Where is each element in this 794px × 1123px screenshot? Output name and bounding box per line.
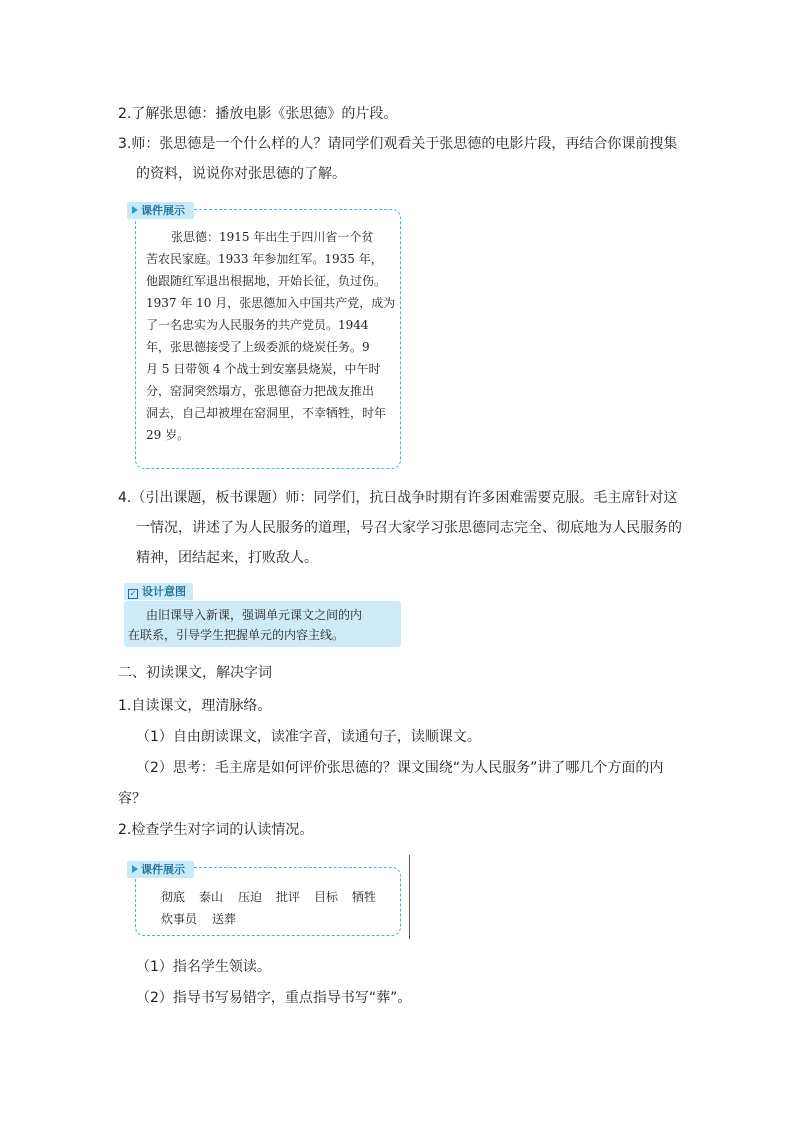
check-icon: ✓ xyxy=(129,589,137,598)
word: 目标 xyxy=(314,890,339,904)
cw1-line: 年，张思德接受了上级委派的烧炭任务。9 xyxy=(146,340,370,354)
step-4-cont: 一情况，讲述了为人民服务的道理，号召大家学习张思德同志完全、彻底地为人民服务的 xyxy=(136,520,682,536)
play-icon xyxy=(132,206,138,214)
step-2: 2.了解张思德：播放电影《张思德》的片段。 xyxy=(118,106,398,122)
cw1-line: 分，窑洞突然塌方，张思德奋力把战友推出 xyxy=(146,384,375,398)
sub-step: （1）指名学生领读。 xyxy=(136,959,271,975)
step-3-cont: 的资料，说说你对张思德的了解。 xyxy=(136,166,346,182)
courseware-tag-label: 课件展示 xyxy=(141,863,185,876)
cw1-line: 月 5 日带领 4 个战士到安塞县烧炭，中午时 xyxy=(146,362,381,376)
divider xyxy=(409,855,410,939)
word: 牺牲 xyxy=(352,890,377,904)
play-icon xyxy=(132,865,138,873)
design-tag-label: 设计意图 xyxy=(142,585,186,598)
step-4: 4.（引出课题，板书课题）师：同学们，抗日战争时期有许多困难需要克服。毛主席针对这 xyxy=(118,490,678,506)
step-2b: 2.检查学生对字词的认读情况。 xyxy=(118,822,314,838)
sub-step: （2）指导书写易错字，重点指导书写“葬”。 xyxy=(136,990,412,1006)
cw1-line: 他跟随红军退出根据地，开始长征，负过伤。 xyxy=(146,274,387,288)
word: 批评 xyxy=(276,890,301,904)
cw1-line: 29 岁。 xyxy=(146,428,190,442)
cw1-line: 苦农民家庭。1933 年参加红军。1935 年， xyxy=(146,252,383,266)
step-3: 3.师：张思德是一个什么样的人？请同学们观看关于张思德的电影片段，再结合你课前搜集 xyxy=(118,136,678,152)
sub-step: （2）思考：毛主席是如何评价张思德的？课文围绕“为人民服务”讲了哪几个方面的内 xyxy=(136,760,664,776)
design-intent-tag xyxy=(124,583,193,600)
word: 送葬 xyxy=(212,912,237,926)
sub-step: （1）自由朗读课文，读准字音，读通句子，读顺课文。 xyxy=(136,729,481,745)
word: 压迫 xyxy=(238,890,263,904)
section-title: 二、初读课文，解决字词 xyxy=(118,665,272,681)
courseware-tag-1 xyxy=(127,202,194,219)
cw1-line: 张思德：1915 年出生于四川省一个贫 xyxy=(171,230,374,244)
cw1-line: 了一名忠实为人民服务的共产党员。1944 xyxy=(146,318,369,332)
step-4-cont: 精神，团结起来，打败敌人。 xyxy=(136,550,318,566)
design-line: 在联系，引导学生把握单元的内容主线。 xyxy=(128,628,345,642)
sub-step-cont: 容？ xyxy=(118,791,146,807)
step-1: 1.自读课文，理清脉络。 xyxy=(118,698,272,714)
cw1-line: 1937 年 10 月，张思德加入中国共产党，成为 xyxy=(146,296,396,310)
design-line: 由旧课导入新课，强调单元课文之间的内 xyxy=(146,608,363,622)
courseware-tag-2 xyxy=(127,861,194,878)
cw1-line: 洞去，自己却被埋在窑洞里，不幸牺牲，时年 xyxy=(146,406,387,420)
word: 泰山 xyxy=(199,890,224,904)
courseware-tag-label: 课件展示 xyxy=(141,204,185,217)
word: 彻底 xyxy=(161,890,186,904)
word: 炊事员 xyxy=(161,912,198,926)
